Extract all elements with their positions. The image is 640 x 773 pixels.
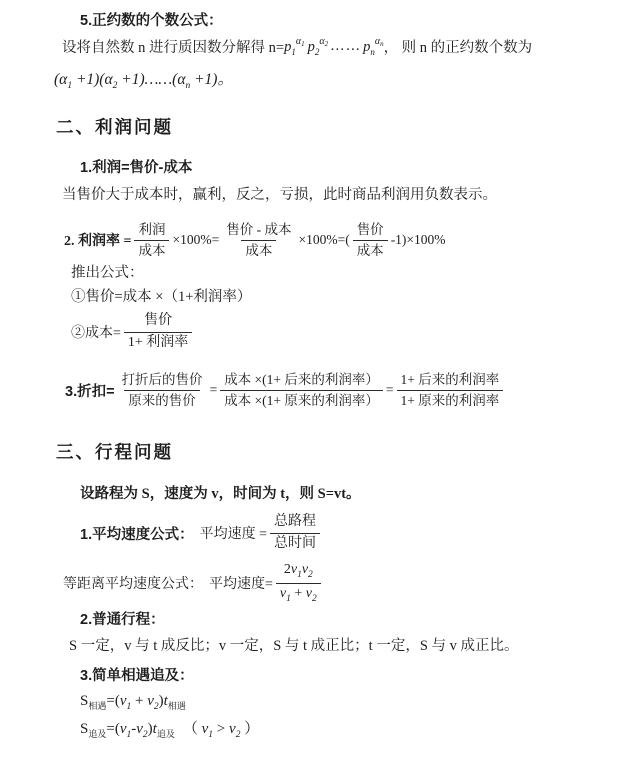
derived-formula-1: ①售价=成本 ×（1+利润率） — [71, 289, 252, 305]
rate-label: 2. 利润率 = — [64, 234, 132, 249]
profit-item1-body: 当售价大于成本时，赢利，反之，亏损，此时商品利润用负数表示。 — [62, 187, 497, 203]
derived-formula-2 — [71, 312, 195, 352]
fraction-harmonic-speed: $\frac{2v_1v_2}{v_1 + v_2}$ — [276, 561, 321, 605]
cost-label: ②成本= — [71, 326, 121, 341]
divisor-count-result: $(\alpha_1 +1)(\alpha_2$ $+1)\dots\dots(\alpha_n +1)$。 — [54, 71, 233, 91]
meet-formula: $S_{相遇}=(v_1 + v_2)t_{相遇}$ — [80, 693, 186, 712]
fraction-distance-time: $\frac{\text{总路程}}{\text{总时间}}$ — [270, 513, 320, 552]
prime-power-term-n: $p_n^{\alpha_n}$ — [363, 36, 384, 57]
eqdist-avg-speed-formula — [63, 561, 324, 605]
rate-mid2: ×100%=( — [298, 232, 350, 247]
profit-rate-formula — [64, 220, 446, 260]
eqdist-label: 等距离平均速度公式： — [63, 577, 203, 592]
profit-item1-title: 1.利润=售价-成本 — [80, 160, 193, 176]
fraction-rates: $\frac{\text{1+ 后来的利润率}}{\text{1+ 原来的利润率}}$ — [397, 371, 504, 409]
divisor-intro-pre: 设将自然数 n 进行质因数分解得 n= — [62, 40, 285, 56]
divisor-intro-post: ， 则 n 的正约数个数为 — [383, 40, 533, 56]
eqdist-lead: 平均速度= — [209, 577, 273, 592]
avg-speed-lead: 平均速度 = — [199, 527, 267, 542]
travel-intro: 设路程为 S，速度为 v，时间为 t，则 S=vt。 — [80, 486, 361, 502]
common-travel-body: S 一定，v 与 t 成反比；v 一定，S 与 t 成正比；t 一定，S 与 v 成正比。 — [69, 638, 519, 654]
divisor-count-body — [62, 36, 532, 57]
prime-power-term-1: $p_1^{\alpha_1}$ — [284, 36, 305, 57]
fraction-discounted-price: $\frac{\text{打折后的售价}}{\text{原来的售价}}$ — [121, 371, 203, 408]
discount-eq1: = — [209, 382, 218, 397]
profit-section-heading: 二、利润问题 — [56, 117, 173, 137]
chase-formula: $S_{追及}=(v_1-v_2)t_{追及}$ （ $v_1 > v_2$ ） — [80, 721, 260, 740]
fraction-price-minus-cost: $\frac{\text{售价 - 成本}}{\text{成本}}$ — [226, 221, 292, 258]
avg-speed-formula — [80, 512, 323, 554]
fraction-cost-rates: $\frac{\text{成本 ×(1+ 后来的利润率）}}{\text{成本 ×(1+ 原来的利润率）}}$ — [220, 371, 383, 409]
ellipsis: …… — [330, 38, 362, 54]
divisor-count-heading: 5.正约数的个数公式： — [80, 13, 223, 29]
travel-section-heading: 三、行程问题 — [56, 442, 173, 462]
rate-mid1: ×100%= — [172, 232, 220, 247]
fraction-price-cost: $\frac{\text{售价}}{\text{成本}}$ — [353, 221, 388, 259]
discount-formula — [65, 367, 506, 413]
rate-tail: -1)×100% — [390, 232, 446, 247]
discount-eq2: = — [385, 382, 394, 397]
meet-chase-title: 3.简单相遇追及： — [80, 668, 194, 684]
fraction-profit-cost: $\frac{\text{利润}}{\text{成本}}$ — [134, 221, 169, 259]
fraction-price-over-rate: $\frac{\text{售价}}{\text{1+ 利润率}}$ — [124, 312, 192, 351]
prime-power-term-2: $p_2^{\alpha_2}$ — [307, 36, 329, 57]
derive-label: 推出公式： — [71, 265, 144, 281]
common-travel-title: 2.普通行程： — [80, 612, 165, 628]
discount-label: 3.折扣= — [65, 383, 115, 400]
avg-speed-label: 1.平均速度公式： — [80, 526, 194, 543]
